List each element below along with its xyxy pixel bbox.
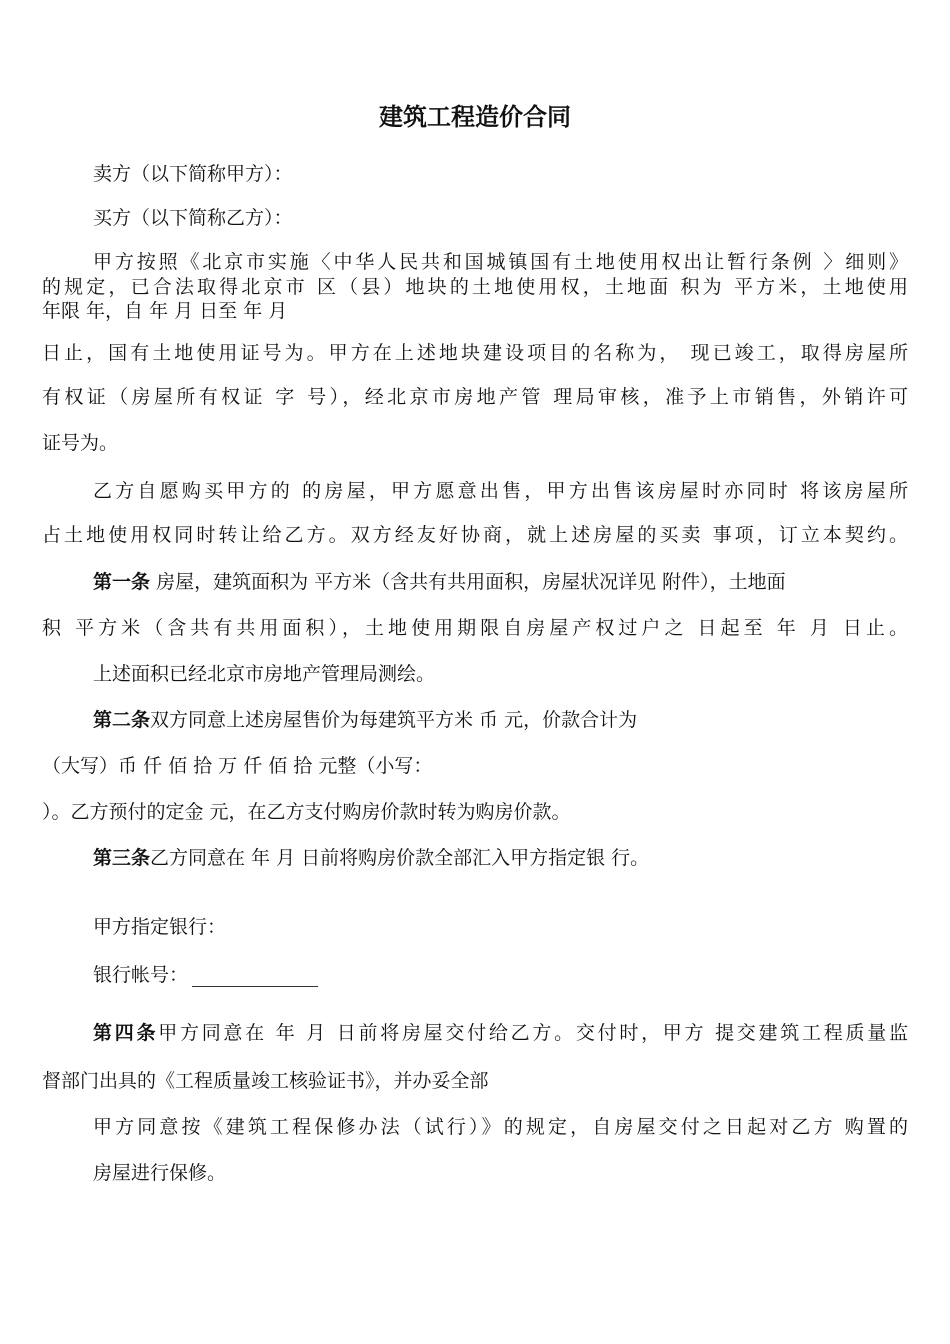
article-2-line: 第二条双方同意上述房屋售价为每建筑平方米 币 元，价款合计为 (93, 709, 638, 731)
paragraph-line: 乙方自愿购买甲方的 的房屋，甲方愿意出售，甲方出售该房屋时亦同时 将该房屋所 (93, 480, 908, 502)
paragraph-line: ）。乙方预付的定金 元，在乙方支付购房价款时转为购房价款。 (42, 801, 571, 823)
paragraph-line: 房屋进行保修。 (93, 1162, 227, 1184)
article-4-line: 第四条甲方同意在 年 月 日前将房屋交付给乙方。交付时，甲方 提交建筑工程质量监 (93, 1022, 908, 1044)
paragraph-line: 有权证（房屋所有权证 字 号），经北京市房地产管 理局审核，准予上市销售，外销许可 (42, 386, 908, 408)
document-title: 建筑工程造价合同 (379, 102, 571, 131)
paragraph-line: 的规定，已合法取得北京市 区（县）地块的土地使用权，土地面 积为 平方米，土地使用 (42, 276, 908, 298)
article-1-line: 第一条 房屋，建筑面积为 平方米（含共有共用面积，房屋状况详见 附件），土地面 (93, 571, 786, 593)
bank-line: 甲方指定银行： (93, 916, 227, 938)
paragraph-line: 甲方同意按《建筑工程保修办法（试行）》的规定，自房屋交付之日起对乙方 购置的 (93, 1116, 908, 1138)
paragraph-line: （大写）币 仟 佰 拾 万 仟 佰 拾 元整（小写： (42, 755, 433, 777)
article-3-line: 第三条乙方同意在 年 月 日前将购房价款全部汇入甲方指定银 行。 (93, 847, 650, 869)
paragraph-line: 年限 年，自 年 月 日至 年 月 (42, 300, 288, 322)
seller-line: 卖方（以下简称甲方）： (93, 163, 293, 185)
paragraph-line: 占土地使用权同时转让给乙方。双方经友好协商，就上述房屋的买卖 事项，订立本契约。 (42, 524, 908, 546)
article-4-heading: 第四条 (93, 1022, 159, 1044)
paragraph-line: 甲方按照《北京市实施〈中华人民共和国城镇国有土地使用权出让暂行条例 〉细则》 (93, 251, 908, 273)
article-1-heading: 第一条 (93, 571, 151, 593)
paragraph-line: 上述面积已经北京市房地产管理局测绘。 (93, 663, 436, 685)
paragraph-line: 日止，国有土地使用证号为。甲方在上述地块建设项目的名称为， 现已竣工，取得房屋所 (42, 342, 908, 364)
buyer-line: 买方（以下简称乙方）： (93, 207, 293, 229)
bank-account-line: 银行帐号： (93, 963, 318, 987)
paragraph-line: 证号为。 (42, 432, 119, 454)
article-2-heading: 第二条 (93, 709, 151, 731)
account-blank (192, 966, 318, 987)
article-3-heading: 第三条 (93, 847, 151, 869)
paragraph-line: 督部门出具的《工程质量竣工核验证书》，并办妥全部 (42, 1070, 489, 1092)
paragraph-line: 积 平方米（含共有共用面积），土地使用期限自房屋产权过户之 日起至 年 月 日止。 (42, 617, 908, 639)
